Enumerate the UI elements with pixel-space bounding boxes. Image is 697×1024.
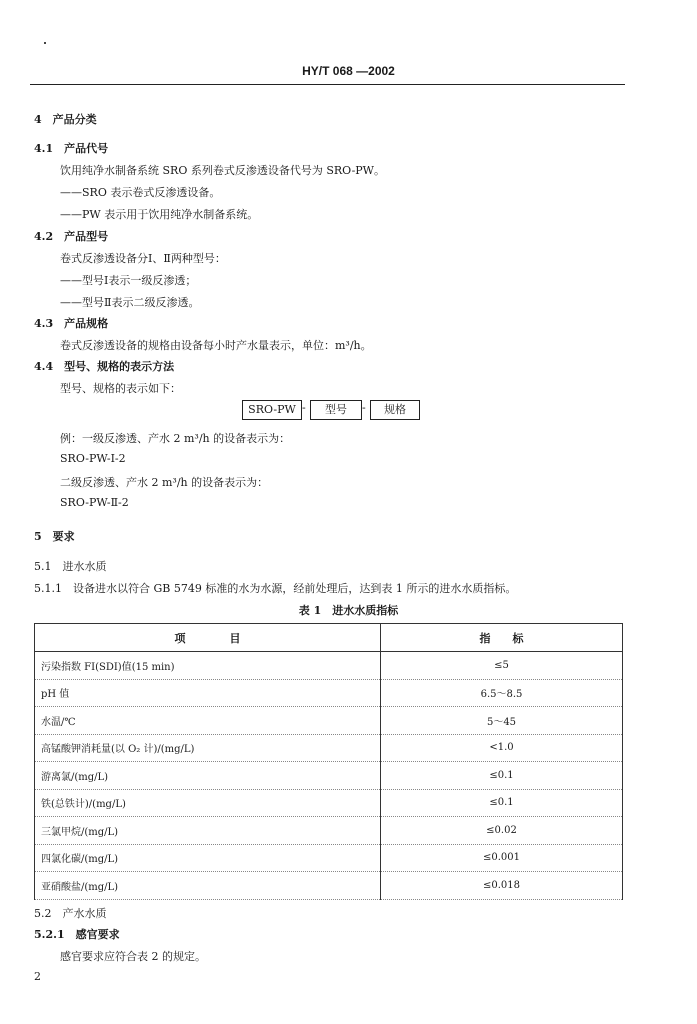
heading-4-3: 4.3 产品规格 — [34, 317, 109, 330]
table-cell-value: ≤0.1 — [381, 789, 623, 817]
heading-5-1: 5.1 进水水质 — [34, 560, 107, 573]
para-4-3-1: 卷式反渗透设备的规格由设备每小时产水量表示，单位：m³/h。 — [60, 339, 372, 352]
table-row — [35, 844, 623, 872]
para-4-2-2: ——型号Ⅰ表示一级反渗透； — [60, 274, 197, 287]
table-cell-item: pH 值 — [35, 679, 381, 707]
table-cell-value: <1.0 — [381, 734, 623, 762]
table-cell-value: ≤5 — [381, 652, 623, 680]
para-4-4-code-2: SRO-PW-Ⅱ-2 — [60, 496, 129, 509]
table-cell-item: 亚硝酸盐/(mg/L) — [35, 872, 381, 900]
table-row — [35, 652, 623, 680]
designation-box-spec: 规格 — [370, 400, 420, 420]
table-cell-item: 四氯化碳/(mg/L) — [35, 844, 381, 872]
table-cell-value: ≤0.1 — [381, 762, 623, 790]
table-cell-item: 污染指数 FI(SDI)值(15 min) — [35, 652, 381, 680]
para-4-1-3: ——PW 表示用于饮用纯净水制备系统。 — [60, 208, 259, 221]
table-cell-value: ≤0.02 — [381, 817, 623, 845]
table-row — [35, 762, 623, 790]
para-4-1-1: 饮用纯净水制备系统 SRO 系列卷式反渗透设备代号为 SRO-PW。 — [60, 164, 385, 177]
table-cell-value: ≤0.001 — [381, 844, 623, 872]
table-cell-item: 铁(总铁计)/(mg/L) — [35, 789, 381, 817]
para-4-2-1: 卷式反渗透设备分Ⅰ、Ⅱ两种型号： — [60, 252, 226, 265]
heading-5-2: 5.2 产水水质 — [34, 907, 107, 920]
table-cell-value: ≤0.018 — [381, 872, 623, 900]
heading-4-2: 4.2 产品型号 — [34, 230, 109, 243]
heading-4-4: 4.4 型号、规格的表示方法 — [34, 360, 175, 373]
table-row — [35, 817, 623, 845]
table-header-item: 项 目 — [35, 624, 381, 652]
heading-4-1: 4.1 产品代号 — [34, 142, 109, 155]
table-cell-value: 5～45 — [381, 707, 623, 735]
table-cell-item: 游离氯/(mg/L) — [35, 762, 381, 790]
para-4-2-3: ——型号Ⅱ表示二级反渗透。 — [60, 296, 200, 309]
water-quality-table — [34, 623, 623, 900]
table-row — [35, 872, 623, 900]
page-header: HY/T 068 —2002 — [302, 64, 395, 78]
para-4-1-2: ——SRO 表示卷式反渗透设备。 — [60, 186, 221, 199]
heading-4: 4 产品分类 — [34, 113, 97, 126]
table-header-index: 指 标 — [381, 624, 623, 652]
heading-5: 5 要求 — [34, 530, 75, 543]
scan-speck — [44, 42, 46, 44]
para-5-2-1: 感官要求应符合表 2 的规定。 — [60, 950, 206, 963]
designation-box-model: 型号 — [310, 400, 362, 420]
designation-sep-2: - — [362, 401, 366, 414]
designation-box-code: SRO-PW — [242, 400, 302, 420]
table-row — [35, 679, 623, 707]
table-cell-item: 三氯甲烷/(mg/L) — [35, 817, 381, 845]
table-row — [35, 734, 623, 762]
table-cell-item: 水温/℃ — [35, 707, 381, 735]
heading-5-2-1: 5.2.1 感官要求 — [34, 928, 120, 941]
para-4-4-code-1: SRO-PW-Ⅰ-2 — [60, 452, 126, 465]
table-cell-item: 高锰酸钾消耗量(以 O₂ 计)/(mg/L) — [35, 734, 381, 762]
designation-sep-1: - — [302, 401, 306, 414]
para-4-4-1: 型号、规格的表示如下： — [60, 382, 181, 395]
page-number: 2 — [34, 970, 41, 983]
para-4-4-example-1: 例：一级反渗透、产水 2 m³/h 的设备表示为： — [60, 432, 291, 445]
table-header-row — [35, 624, 623, 652]
table-row — [35, 707, 623, 735]
para-5-1-1: 5.1.1 设备进水以符合 GB 5749 标准的水为水源，经前处理后，达到表 1 所示的进水水质指标。 — [34, 582, 517, 595]
table-1-caption: 表 1 进水水质指标 — [298, 604, 399, 617]
table-row — [35, 789, 623, 817]
header-rule — [30, 84, 625, 85]
table-cell-value: 6.5～8.5 — [381, 679, 623, 707]
para-4-4-example-2: 二级反渗透、产水 2 m³/h 的设备表示为： — [60, 476, 269, 489]
